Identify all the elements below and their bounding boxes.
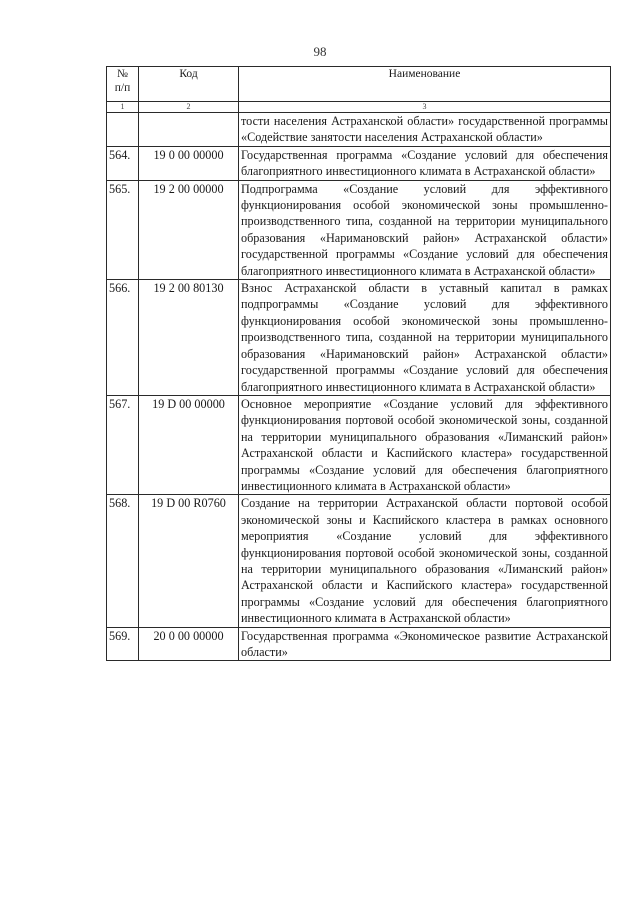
row-code bbox=[139, 113, 239, 147]
column-index-3: 3 bbox=[239, 102, 611, 113]
row-number: 568. bbox=[107, 495, 139, 627]
header-code: Код bbox=[139, 67, 239, 102]
row-number: 569. bbox=[107, 627, 139, 661]
row-code: 19 2 00 00000 bbox=[139, 180, 239, 279]
row-number: 565. bbox=[107, 180, 139, 279]
row-code: 20 0 00 00000 bbox=[139, 627, 239, 661]
table-row bbox=[107, 280, 611, 396]
row-name: Создание на территории Астраханской области портовой особой экономической зоны и Каспийского кластера в рамках основного мероприятия «Создание условий для эффективного функционирования портовой особой экономической зоны, созданной на территории муниципального образования «Лиманский район» Астраханской области и Каспийского кластера» государственной программы «Создание условий для обеспечения благоприятного инвестиционного климата в Астраханской области» bbox=[239, 495, 611, 627]
column-index-row bbox=[107, 102, 611, 113]
table-row bbox=[107, 627, 611, 661]
row-name: Государственная программа «Создание условий для обеспечения благоприятного инвестиционного климата в Астраханской области» bbox=[239, 146, 611, 180]
row-name: Взнос Астраханской области в уставный капитал в рамках подпрограммы «Создание условий для эффективного функционирования особой экономической зоны промышленно-производственного типа, созданной на территории муниципального образования «Наримановский район» Астраханской области» государственной программы «Создание условий для обеспечения благоприятного инвестиционного климата в Астраханской области» bbox=[239, 280, 611, 396]
page-number: 98 bbox=[313, 44, 327, 59]
budget-code-table bbox=[106, 66, 611, 661]
column-index-1: 1 bbox=[107, 102, 139, 113]
row-name: Основное мероприятие «Создание условий для эффективного функционирования портовой особой экономической зоны, созданной на территории муниципального образования «Лиманский район» Астраханской области и Каспийского кластера» государственной программы «Создание условий для обеспечения благоприятного инвестиционного климата в Астраханской области» bbox=[239, 395, 611, 494]
row-number: 564. bbox=[107, 146, 139, 180]
header-name: Наименование bbox=[239, 67, 611, 102]
row-code: 19 0 00 00000 bbox=[139, 146, 239, 180]
row-number bbox=[107, 113, 139, 147]
table-row bbox=[107, 113, 611, 147]
row-number: 566. bbox=[107, 280, 139, 396]
row-code: 19 2 00 80130 bbox=[139, 280, 239, 396]
table-row bbox=[107, 395, 611, 494]
column-index-2: 2 bbox=[139, 102, 239, 113]
row-name: тости населения Астраханской области» государственной программы «Содействие занятости населения Астраханской области» bbox=[239, 113, 611, 147]
table-row bbox=[107, 180, 611, 279]
header-num: № п/п bbox=[107, 67, 139, 102]
row-number: 567. bbox=[107, 395, 139, 494]
row-name: Подпрограмма «Создание условий для эффективного функционирования особой экономической зоны промышленно-производственного типа, созданной на территории муниципального образования «Наримановский район» Астраханской области» государственной программы «Создание условий для обеспечения благоприятного инвестиционного климата в Астраханской области» bbox=[239, 180, 611, 279]
table-row bbox=[107, 495, 611, 627]
row-code: 19 D 00 R0760 bbox=[139, 495, 239, 627]
row-name: Государственная программа «Экономическое развитие Астраханской области» bbox=[239, 627, 611, 661]
row-code: 19 D 00 00000 bbox=[139, 395, 239, 494]
table-header-row bbox=[107, 67, 611, 102]
table-row bbox=[107, 146, 611, 180]
